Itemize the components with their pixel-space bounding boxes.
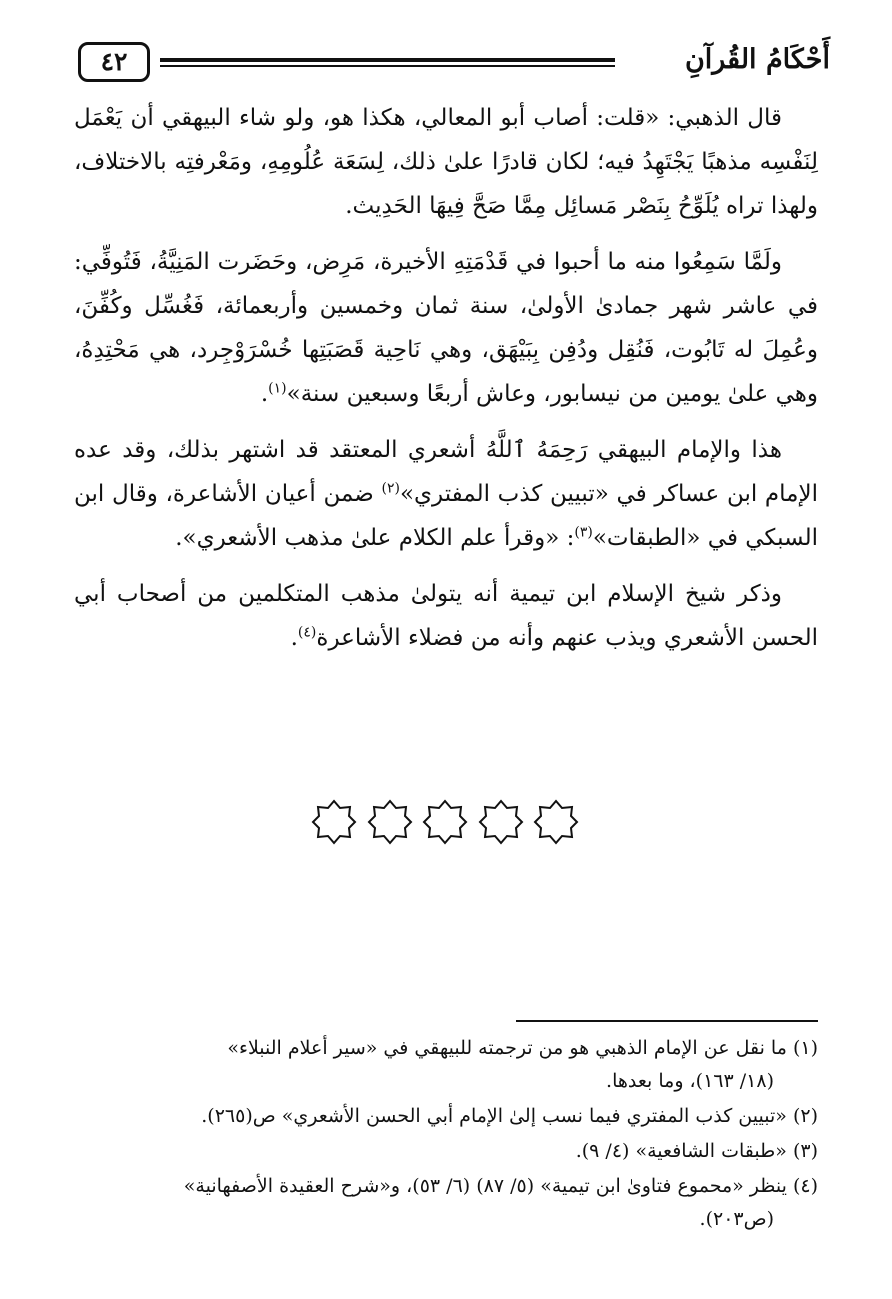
page-number: ٤٢ — [78, 42, 150, 82]
paragraph-4-end: . — [290, 625, 298, 651]
footnote-number: (٣) — [792, 1140, 818, 1162]
footnote-ref-2[interactable]: (٢) — [381, 480, 400, 497]
paragraph-2 — [74, 240, 818, 416]
footnote-1 — [74, 1032, 818, 1098]
paragraph-2-end: . — [260, 381, 269, 407]
footnote-text-continued: (ص٢٠٣). — [699, 1208, 774, 1230]
star-ornament-icon — [310, 798, 358, 846]
footnotes — [74, 1032, 818, 1238]
paragraph-1 — [74, 96, 818, 228]
header-double-rule — [160, 58, 615, 68]
footnote-text: «طبقات الشافعية» (٤/ ٩). — [575, 1140, 793, 1162]
paragraph-3 — [74, 428, 818, 560]
footnote-text: ينظر «محموع فتاوىٰ ابن تيمية» (٥/ ٨٧) (٦/ ٥٣)، و«شرح العقيدة الأصفهانية» — [183, 1175, 793, 1197]
footnote-3 — [74, 1135, 818, 1168]
footnote-text-continued: (١٨/ ١٦٣)، وما بعدها. — [606, 1070, 774, 1092]
paragraph-4 — [74, 572, 818, 660]
running-title: أَحْكَامُ القُرآنِ — [684, 44, 830, 75]
footnote-number: (٤) — [792, 1175, 818, 1197]
paragraph-3-part2: ضمن أعيان الأشاعرة، وقال ابن السبكي في «الطبقات» — [74, 481, 818, 551]
paragraph-1-text: قال الذهبي: «قلت: أصاب أبو المعالي، هكذا هو، ولو شاء البيهقي أن يَعْمَل لِنَفْسِه مذهبًا يَجْتَهِدُ فيه؛ لكان قادرًا علىٰ ذلك، لِسَعَة عُلُومِهِ، ومَعْرفتِه بالاختلاف، ولهذا تراه يُلَوِّحُ بِنَصْر مَسائِل مِمَّا صَحَّ فِيهَا الحَدِيث. — [74, 105, 818, 219]
header-rule-thin — [160, 65, 615, 67]
header-rule-thick — [160, 58, 615, 62]
footnote-ref-3[interactable]: (٣) — [574, 524, 593, 541]
star-ornament-icon — [477, 798, 525, 846]
footnote-number: (١) — [792, 1037, 818, 1059]
footnote-number: (٢) — [792, 1105, 818, 1127]
footnote-separator — [516, 1020, 818, 1022]
star-ornament-icon — [366, 798, 414, 846]
paragraph-3-part1: هذا والإمام البيهقي رَحِمَهُ ٱللَّهُ أشعري المعتقد قد اشتهر بذلك، وقد عده الإمام ابن عساكر في «تبيين كذب المفتري» — [74, 437, 819, 507]
footnote-text: ما نقل عن الإمام الذهبي هو من ترجمته للبيهقي في «سير أعلام النبلاء» — [227, 1037, 793, 1059]
paragraph-4-text: وذكر شيخ الإسلام ابن تيمية أنه يتولىٰ مذهب المتكلمين من أصحاب أبي الحسن الأشعري ويذب عنهم وأنه من فضلاء الأشاعرة — [74, 581, 818, 651]
star-ornament-icon — [421, 798, 469, 846]
star-ornament-icon — [532, 798, 580, 846]
main-text — [74, 96, 818, 672]
footnote-4 — [74, 1170, 818, 1236]
footnote-2 — [74, 1100, 818, 1133]
footnote-ref-4[interactable]: (٤) — [297, 624, 317, 641]
footnote-ref-1[interactable]: (١) — [268, 380, 287, 397]
section-ornament — [310, 798, 580, 846]
page-header — [70, 38, 830, 88]
paragraph-2-text: ولَمَّا سَمِعُوا منه ما أحبوا في قَدْمَتِهِ الأخيرة، مَرِض، وحَضَرت المَنِيَّةُ، فَتُوفِّي: في عاشر شهر جمادىٰ الأولىٰ، سنة ثمان وخمسين وأربعمائة، فَغُسِّل وكُفِّنَ، وعُمِلَ له تَابُوت، فَنُقِل ودُفِن بِبَيْهَق، وهي نَاحِية قَصَبَتِها خُسْرَوْجِرد، هي مَحْتِدِهُ، وهي علىٰ يومين من نيسابور، وعاش أربعًا وسبعين سنة» — [74, 249, 818, 407]
footnote-text: «تبيين كذب المفتري فيما نسب إلىٰ الإمام أبي الحسن الأشعري» ص(٢٦٥). — [201, 1105, 793, 1127]
paragraph-3-part3: : «وقرأ علم الكلام علىٰ مذهب الأشعري». — [175, 525, 575, 551]
